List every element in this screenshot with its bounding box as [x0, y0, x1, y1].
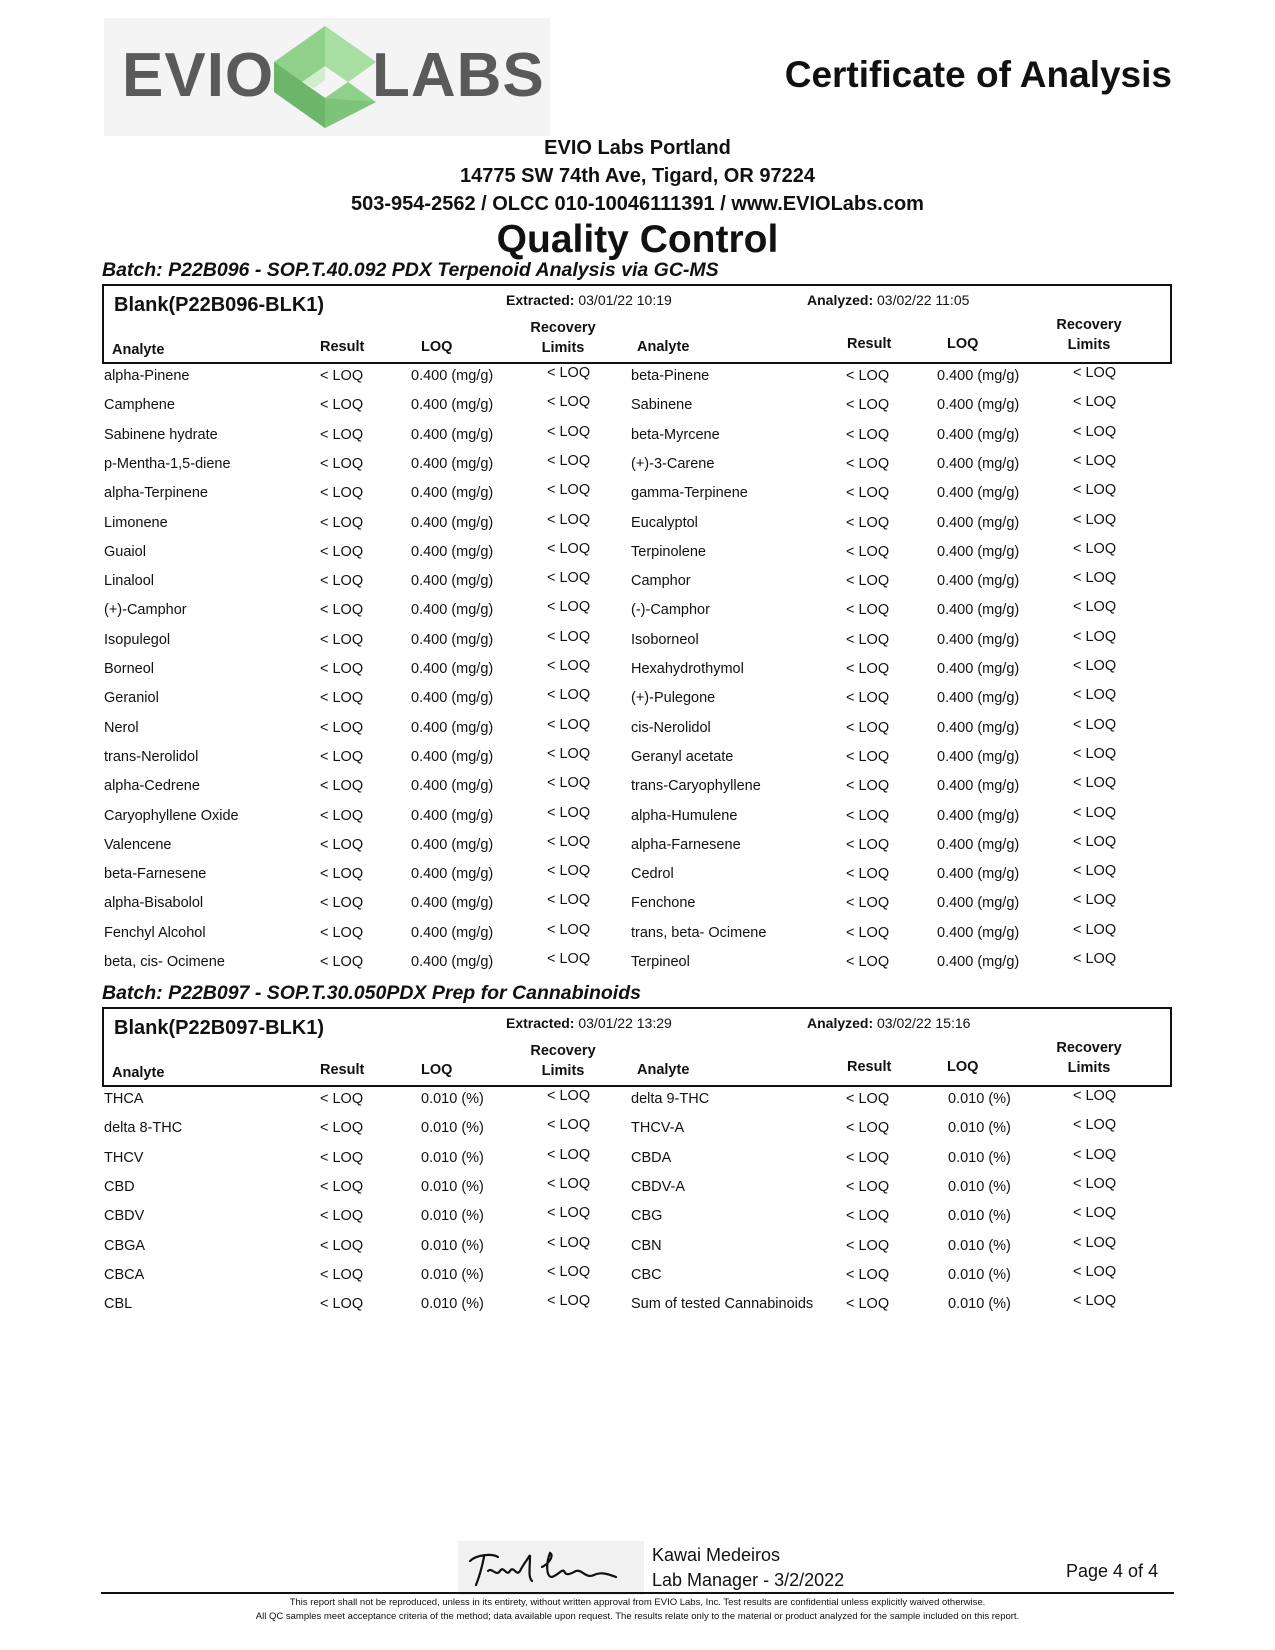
recovery-limits-value: < LOQ: [547, 804, 591, 821]
result-value: < LOQ: [846, 954, 890, 970]
analyte-name: Cedrol: [631, 866, 674, 883]
col-loq-2: LOQ: [947, 1059, 979, 1075]
analyte-name: Sum of tested Cannabinoids: [631, 1296, 814, 1313]
extracted-info: [506, 1015, 672, 1031]
result-value: < LOQ: [320, 690, 364, 707]
result-value: < LOQ: [846, 895, 890, 912]
loq-value: 0.010 (%): [948, 1149, 1011, 1166]
analyte-name: beta-Farnesene: [104, 866, 207, 883]
result-value: < LOQ: [320, 1091, 364, 1107]
recovery-limits-value: < LOQ: [547, 892, 591, 909]
analyte-name: trans, beta- Ocimene: [631, 924, 767, 941]
result-value: < LOQ: [320, 573, 364, 590]
loq-value: 0.400 (mg/g): [937, 602, 1020, 619]
result-value: < LOQ: [320, 455, 364, 472]
table-row: [0, 1293, 1275, 1326]
recovery-limits-value: < LOQ: [547, 511, 591, 528]
loq-value: 0.400 (mg/g): [411, 719, 494, 736]
loq-value: 0.400 (mg/g): [937, 778, 1020, 795]
logo-text-left: EVIO: [122, 41, 275, 110]
recovery-limits-value: < LOQ: [547, 1175, 591, 1192]
analyte-name: alpha-Terpinene: [104, 485, 208, 502]
loq-value: 0.400 (mg/g): [411, 954, 494, 970]
recovery-limits-value: < LOQ: [1073, 628, 1117, 645]
col-recovery-2-line1: Recovery: [1056, 1040, 1122, 1056]
analyte-name: beta, cis- Ocimene: [104, 954, 225, 970]
disclaimer-line-1: This report shall not be reproduced, unless in its entirety, without written approval from EVIO Labs, Inc. Test results are confidential unless explicitly waived otherwise.: [289, 1597, 986, 1608]
analyte-name: Sabinene: [631, 397, 693, 414]
loq-value: 0.400 (mg/g): [411, 426, 494, 443]
recovery-limits-value: < LOQ: [547, 423, 591, 440]
recovery-limits-value: < LOQ: [547, 1234, 591, 1251]
recovery-limits-value: < LOQ: [1073, 658, 1117, 674]
analyte-name: Valencene: [104, 836, 172, 853]
result-value: < LOQ: [320, 485, 364, 502]
analyte-name: CBN: [631, 1237, 662, 1254]
loq-value: 0.400 (mg/g): [411, 748, 494, 765]
result-value: < LOQ: [846, 778, 890, 795]
lab-contact: 503-954-2562 / OLCC 010-10046111391 / www.EVIOLabs.com: [351, 193, 924, 215]
loq-value: 0.400 (mg/g): [411, 836, 494, 853]
signature: [458, 1541, 644, 1595]
analyte-name: Fenchyl Alcohol: [104, 924, 206, 941]
recovery-limits-value: < LOQ: [1073, 1293, 1117, 1310]
loq-value: 0.400 (mg/g): [411, 514, 494, 531]
loq-value: 0.400 (mg/g): [411, 368, 494, 384]
analyte-name: alpha-Bisabolol: [104, 895, 204, 912]
recovery-limits-value: < LOQ: [1073, 775, 1117, 792]
col-recovery: [518, 318, 608, 358]
recovery-limits-value: < LOQ: [547, 570, 591, 587]
loq-value: 0.010 (%): [948, 1120, 1011, 1137]
result-value: < LOQ: [846, 543, 890, 560]
analyte-name: CBGA: [104, 1237, 146, 1254]
loq-value: 0.400 (mg/g): [937, 866, 1020, 883]
analyte-name: Isoborneol: [631, 631, 699, 648]
recovery-limits-value: < LOQ: [1073, 716, 1117, 733]
analyte-name: Terpineol: [631, 954, 690, 970]
signature-icon: [458, 1541, 644, 1595]
result-value: < LOQ: [846, 866, 890, 883]
result-value: < LOQ: [846, 690, 890, 707]
analyte-name: (-)-Camphor: [631, 602, 710, 619]
result-value: < LOQ: [320, 924, 364, 941]
loq-value: 0.010 (%): [421, 1149, 484, 1166]
analyte-name: trans-Nerolidol: [104, 748, 199, 765]
result-value: < LOQ: [846, 1208, 890, 1225]
recovery-limits-value: < LOQ: [547, 1088, 591, 1104]
blank-id: Blank(P22B097-BLK1): [114, 1017, 325, 1039]
blank-id: Blank(P22B096-BLK1): [114, 294, 325, 316]
recovery-limits-value: < LOQ: [1073, 540, 1117, 557]
loq-value: 0.400 (mg/g): [411, 778, 494, 795]
analyzed-value: 03/02/22 15:16: [873, 1015, 971, 1031]
analyte-name: CBL: [104, 1296, 133, 1313]
analyte-name: alpha-Pinene: [104, 368, 190, 384]
recovery-limits-value: < LOQ: [547, 628, 591, 645]
result-value: < LOQ: [846, 573, 890, 590]
page-number: Page 4 of 4: [1066, 1561, 1159, 1581]
loq-value: 0.400 (mg/g): [937, 455, 1020, 472]
loq-value: 0.400 (mg/g): [411, 397, 494, 414]
analyte-name: Isopulegol: [104, 631, 171, 648]
col-recovery-line2: Limits: [541, 1063, 585, 1079]
result-value: < LOQ: [846, 836, 890, 853]
result-value: < LOQ: [320, 866, 364, 883]
col-analyte: Analyte: [112, 342, 165, 358]
result-value: < LOQ: [846, 1178, 890, 1195]
recovery-limits-value: < LOQ: [1073, 599, 1117, 616]
analyzed-info: [807, 292, 969, 308]
recovery-limits-value: < LOQ: [1073, 1234, 1117, 1251]
analyte-name: Guaiol: [104, 543, 146, 560]
result-value: < LOQ: [320, 748, 364, 765]
recovery-limits-value: < LOQ: [1073, 892, 1117, 909]
col-result-2: Result: [847, 1059, 892, 1075]
recovery-limits-value: < LOQ: [1073, 1205, 1117, 1222]
loq-value: 0.010 (%): [948, 1208, 1011, 1225]
result-value: < LOQ: [320, 1149, 364, 1166]
analyte-name: CBDV-A: [631, 1178, 685, 1195]
analyte-name: CBD: [104, 1178, 135, 1195]
result-value: < LOQ: [846, 631, 890, 648]
loq-value: 0.400 (mg/g): [411, 690, 494, 707]
recovery-limits-value: < LOQ: [1073, 833, 1117, 850]
batch-1-header-box: [102, 284, 1172, 364]
result-value: < LOQ: [320, 1266, 364, 1283]
result-value: < LOQ: [846, 602, 890, 619]
recovery-limits-value: < LOQ: [547, 1205, 591, 1222]
analyte-name: alpha-Cedrene: [104, 778, 200, 795]
analyte-name: Geraniol: [104, 690, 159, 707]
col-loq: LOQ: [421, 1062, 453, 1078]
loq-value: 0.400 (mg/g): [937, 397, 1020, 414]
analyzed-value: 03/02/22 11:05: [873, 292, 970, 308]
result-value: < LOQ: [846, 426, 890, 443]
loq-value: 0.010 (%): [948, 1266, 1011, 1283]
result-value: < LOQ: [846, 1296, 890, 1313]
recovery-limits-value: < LOQ: [1073, 1146, 1117, 1163]
recovery-limits-value: < LOQ: [547, 1293, 591, 1310]
loq-value: 0.400 (mg/g): [411, 455, 494, 472]
col-analyte: Analyte: [112, 1065, 165, 1081]
loq-value: 0.010 (%): [421, 1296, 484, 1313]
result-value: < LOQ: [320, 836, 364, 853]
col-recovery-2-line1: Recovery: [1056, 317, 1122, 333]
col-loq-2: LOQ: [947, 336, 979, 352]
signer-block: [652, 1543, 844, 1593]
footer-divider: [101, 1592, 1174, 1594]
recovery-limits-value: < LOQ: [547, 716, 591, 733]
result-value: < LOQ: [846, 485, 890, 502]
analyte-name: Caryophyllene Oxide: [104, 807, 239, 824]
lab-name: EVIO Labs Portland: [544, 137, 731, 159]
result-value: < LOQ: [320, 368, 364, 384]
result-value: < LOQ: [320, 397, 364, 414]
analyte-name: delta 9-THC: [631, 1091, 710, 1107]
col-result-2: Result: [847, 336, 892, 352]
recovery-limits-value: < LOQ: [547, 599, 591, 616]
loq-value: 0.400 (mg/g): [937, 807, 1020, 824]
recovery-limits-value: < LOQ: [1073, 1263, 1117, 1280]
loq-value: 0.010 (%): [421, 1237, 484, 1254]
recovery-limits-value: < LOQ: [547, 921, 591, 938]
recovery-limits-value: < LOQ: [1073, 482, 1117, 499]
result-value: < LOQ: [846, 661, 890, 677]
col-analyte-2: Analyte: [637, 339, 690, 355]
result-value: < LOQ: [320, 661, 364, 677]
recovery-limits-value: < LOQ: [547, 540, 591, 557]
recovery-limits-value: < LOQ: [1073, 511, 1117, 528]
analyte-name: CBC: [631, 1266, 662, 1283]
result-value: < LOQ: [320, 543, 364, 560]
result-value: < LOQ: [320, 807, 364, 824]
recovery-limits-value: < LOQ: [1073, 863, 1117, 880]
loq-value: 0.400 (mg/g): [937, 368, 1020, 384]
analyte-name: THCV-A: [631, 1120, 685, 1137]
recovery-limits-value: < LOQ: [547, 1117, 591, 1134]
logo: [104, 18, 550, 136]
col-recovery: [518, 1041, 608, 1081]
recovery-limits-value: < LOQ: [547, 1146, 591, 1163]
loq-value: 0.400 (mg/g): [937, 485, 1020, 502]
extracted-value: 03/01/22 10:19: [574, 292, 672, 308]
result-value: < LOQ: [320, 1237, 364, 1254]
result-value: < LOQ: [846, 719, 890, 736]
result-value: < LOQ: [846, 1237, 890, 1254]
analyte-name: beta-Myrcene: [631, 426, 720, 443]
col-recovery-2-line2: Limits: [1067, 1060, 1111, 1076]
loq-value: 0.010 (%): [421, 1266, 484, 1283]
analyte-name: Terpinolene: [631, 543, 706, 560]
result-value: < LOQ: [846, 1149, 890, 1166]
result-value: < LOQ: [320, 719, 364, 736]
recovery-limits-value: < LOQ: [547, 482, 591, 499]
analyte-name: (+)-Camphor: [104, 602, 187, 619]
analyte-name: trans-Caryophyllene: [631, 778, 761, 795]
recovery-limits-value: < LOQ: [1073, 365, 1117, 381]
extracted-label: Extracted:: [506, 292, 575, 308]
analyte-name: beta-Pinene: [631, 368, 710, 384]
result-value: < LOQ: [846, 397, 890, 414]
extracted-info: [506, 292, 672, 308]
result-value: < LOQ: [320, 426, 364, 443]
loq-value: 0.400 (mg/g): [411, 631, 494, 648]
col-recovery-2-line2: Limits: [1067, 337, 1111, 353]
result-value: < LOQ: [320, 1178, 364, 1195]
loq-value: 0.400 (mg/g): [937, 719, 1020, 736]
analyzed-label: Analyzed:: [807, 292, 874, 308]
document-title: Certificate of Analysis: [784, 54, 1172, 95]
analyte-name: (+)-Pulegone: [631, 690, 716, 707]
loq-value: 0.400 (mg/g): [937, 924, 1020, 941]
analyzed-label: Analyzed:: [807, 1015, 874, 1031]
recovery-limits-value: < LOQ: [547, 687, 591, 704]
recovery-limits-value: < LOQ: [547, 1263, 591, 1280]
section-title: Quality Control: [496, 218, 779, 261]
recovery-limits-value: < LOQ: [1073, 394, 1117, 411]
loq-value: 0.400 (mg/g): [411, 485, 494, 502]
analyte-name: alpha-Humulene: [631, 807, 738, 824]
recovery-limits-value: < LOQ: [547, 394, 591, 411]
loq-value: 0.400 (mg/g): [937, 836, 1020, 853]
loq-value: 0.400 (mg/g): [937, 426, 1020, 443]
result-value: < LOQ: [320, 1296, 364, 1313]
result-value: < LOQ: [846, 1266, 890, 1283]
analyte-name: Nerol: [104, 719, 139, 736]
loq-value: 0.400 (mg/g): [411, 807, 494, 824]
loq-value: 0.400 (mg/g): [937, 690, 1020, 707]
recovery-limits-value: < LOQ: [547, 452, 591, 469]
recovery-limits-value: < LOQ: [547, 833, 591, 850]
loq-value: 0.400 (mg/g): [411, 895, 494, 912]
recovery-limits-value: < LOQ: [1073, 687, 1117, 704]
col-recovery-2: [1044, 1038, 1134, 1078]
loq-value: 0.400 (mg/g): [937, 514, 1020, 531]
result-value: < LOQ: [320, 514, 364, 531]
analyte-name: Geranyl acetate: [631, 748, 734, 765]
col-recovery-line1: Recovery: [530, 1043, 596, 1059]
logo-mark-icon: [270, 22, 380, 132]
analyte-name: cis-Nerolidol: [631, 719, 711, 736]
recovery-limits-value: < LOQ: [1073, 804, 1117, 821]
loq-value: 0.400 (mg/g): [937, 661, 1020, 677]
analyte-name: (+)-3-Carene: [631, 455, 715, 472]
loq-value: 0.400 (mg/g): [411, 866, 494, 883]
recovery-limits-value: < LOQ: [1073, 452, 1117, 469]
signer-name: Kawai Medeiros: [652, 1545, 781, 1565]
col-recovery-line1: Recovery: [530, 320, 596, 336]
col-analyte-2: Analyte: [637, 1062, 690, 1078]
result-value: < LOQ: [320, 954, 364, 970]
batch-1-title: Batch: P22B096 - SOP.T.40.092 PDX Terpenoid Analysis via GC-MS: [102, 259, 719, 281]
analyte-name: alpha-Farnesene: [631, 836, 741, 853]
loq-value: 0.010 (%): [421, 1120, 484, 1137]
col-loq: LOQ: [421, 339, 453, 355]
recovery-limits-value: < LOQ: [547, 365, 591, 381]
loq-value: 0.400 (mg/g): [937, 543, 1020, 560]
recovery-limits-value: < LOQ: [1073, 1117, 1117, 1134]
logo-text-right: LABS: [372, 41, 545, 110]
result-value: < LOQ: [846, 514, 890, 531]
analyte-name: THCV: [104, 1149, 144, 1166]
recovery-limits-value: < LOQ: [1073, 423, 1117, 440]
analyte-name: THCA: [104, 1091, 144, 1107]
loq-value: 0.010 (%): [421, 1208, 484, 1225]
col-result: Result: [320, 339, 365, 355]
result-value: < LOQ: [320, 602, 364, 619]
analyte-name: Fenchone: [631, 895, 696, 912]
loq-value: 0.400 (mg/g): [411, 602, 494, 619]
loq-value: 0.010 (%): [421, 1091, 484, 1107]
recovery-limits-value: < LOQ: [547, 658, 591, 674]
analyte-name: p-Mentha-1,5-diene: [104, 455, 231, 472]
disclaimer-line-2: All QC samples meet acceptance criteria of the method; data available upon request. The results relate only to the material or product analyzed for the sample included on this report.: [255, 1611, 1020, 1622]
recovery-limits-value: < LOQ: [547, 745, 591, 762]
recovery-limits-value: < LOQ: [1073, 570, 1117, 587]
recovery-limits-value: < LOQ: [547, 775, 591, 792]
loq-value: 0.010 (%): [948, 1178, 1011, 1195]
loq-value: 0.010 (%): [948, 1237, 1011, 1254]
table-row: [0, 951, 1275, 984]
col-result: Result: [320, 1062, 365, 1078]
analyte-name: Borneol: [104, 661, 154, 677]
col-recovery-line2: Limits: [541, 340, 585, 356]
analyte-name: delta 8-THC: [104, 1120, 183, 1137]
result-value: < LOQ: [846, 368, 890, 384]
analyte-name: Sabinene hydrate: [104, 426, 218, 443]
recovery-limits-value: < LOQ: [1073, 1175, 1117, 1192]
analyte-name: CBG: [631, 1208, 663, 1225]
result-value: < LOQ: [320, 778, 364, 795]
result-value: < LOQ: [320, 1208, 364, 1225]
batch-2-header-box: [102, 1007, 1172, 1087]
analyte-name: Hexahydrothymol: [631, 661, 744, 677]
extracted-label: Extracted:: [506, 1015, 575, 1031]
recovery-limits-value: < LOQ: [547, 951, 591, 967]
recovery-limits-value: < LOQ: [1073, 1088, 1117, 1104]
result-value: < LOQ: [846, 748, 890, 765]
loq-value: 0.400 (mg/g): [411, 543, 494, 560]
loq-value: 0.400 (mg/g): [937, 895, 1020, 912]
result-value: < LOQ: [846, 1120, 890, 1137]
result-value: < LOQ: [320, 1120, 364, 1137]
result-value: < LOQ: [846, 455, 890, 472]
analyte-name: Limonene: [104, 514, 168, 531]
loq-value: 0.400 (mg/g): [937, 954, 1020, 970]
loq-value: 0.400 (mg/g): [937, 748, 1020, 765]
result-value: < LOQ: [320, 895, 364, 912]
analyte-name: CBCA: [104, 1266, 145, 1283]
result-value: < LOQ: [846, 807, 890, 824]
result-value: < LOQ: [320, 631, 364, 648]
analyte-name: Camphor: [631, 573, 691, 590]
loq-value: 0.010 (%): [948, 1091, 1011, 1107]
recovery-limits-value: < LOQ: [1073, 745, 1117, 762]
recovery-limits-value: < LOQ: [1073, 951, 1117, 967]
loq-value: 0.400 (mg/g): [937, 573, 1020, 590]
loq-value: 0.010 (%): [421, 1178, 484, 1195]
loq-value: 0.400 (mg/g): [937, 631, 1020, 648]
loq-value: 0.010 (%): [948, 1296, 1011, 1313]
analyzed-info: [807, 1015, 970, 1031]
loq-value: 0.400 (mg/g): [411, 573, 494, 590]
col-recovery-2: [1044, 315, 1134, 355]
result-value: < LOQ: [846, 924, 890, 941]
loq-value: 0.400 (mg/g): [411, 661, 494, 677]
analyte-name: CBDA: [631, 1149, 672, 1166]
signer-title: Lab Manager - 3/2/2022: [652, 1570, 845, 1590]
extracted-value: 03/01/22 13:29: [574, 1015, 672, 1031]
lab-address: 14775 SW 74th Ave, Tigard, OR 97224: [460, 165, 815, 187]
lab-info: [0, 134, 1275, 218]
analyte-name: CBDV: [104, 1208, 145, 1225]
recovery-limits-value: < LOQ: [1073, 921, 1117, 938]
loq-value: 0.400 (mg/g): [411, 924, 494, 941]
analyte-name: Camphene: [104, 397, 175, 414]
batch-2-title: Batch: P22B097 - SOP.T.30.050PDX Prep for Cannabinoids: [102, 982, 641, 1004]
recovery-limits-value: < LOQ: [547, 863, 591, 880]
result-value: < LOQ: [846, 1091, 890, 1107]
analyte-name: Eucalyptol: [631, 514, 698, 531]
analyte-name: Linalool: [104, 573, 154, 590]
analyte-name: gamma-Terpinene: [631, 485, 748, 502]
